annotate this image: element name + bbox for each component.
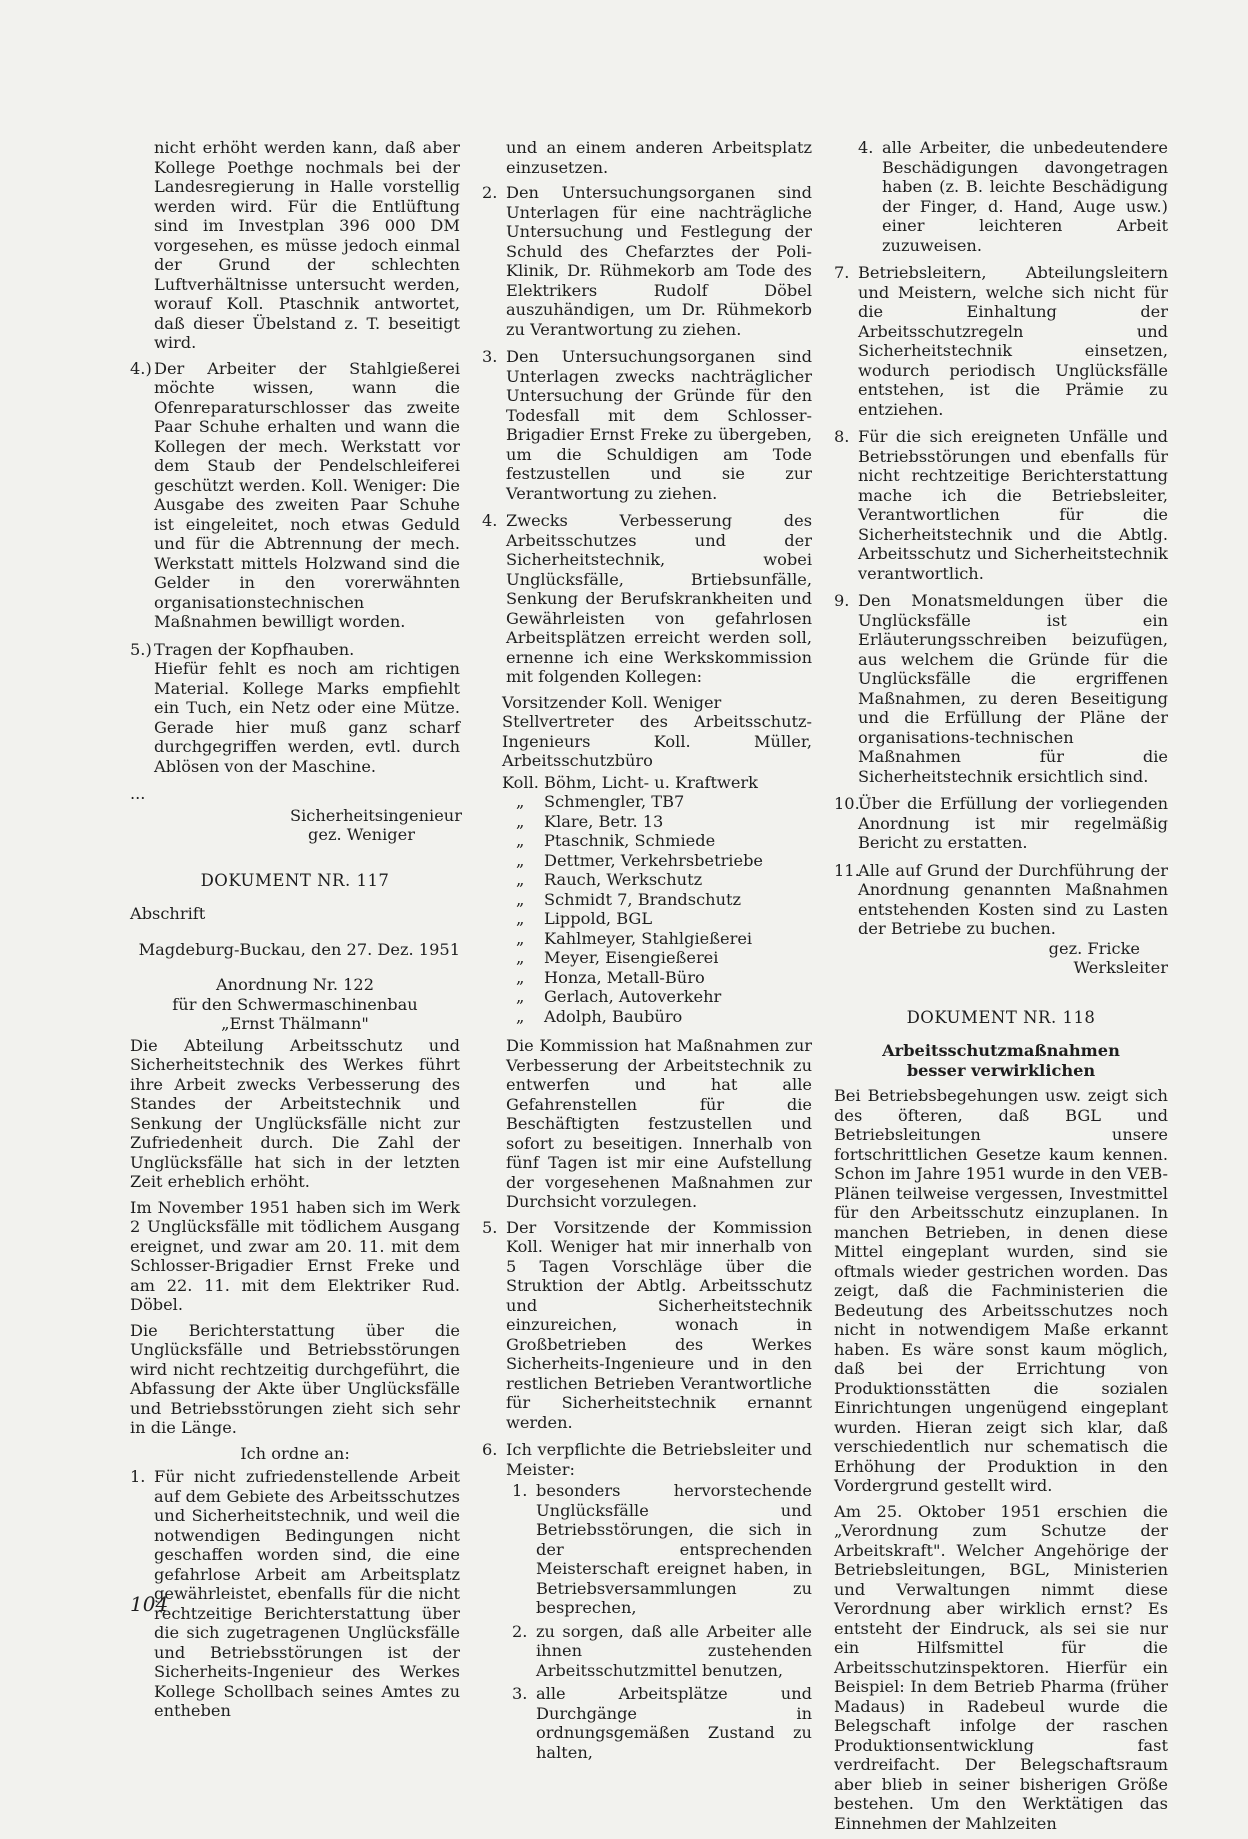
signature-name: gez. Weniger: [308, 825, 415, 844]
ditto-mark: „: [516, 1006, 525, 1026]
item-text: Alle auf Grund der Durchführung der Anordnung genannten Maßnahmen entstehenden Kosten sind zu Lasten der Betriebe zu buchen.: [858, 860, 1168, 938]
item-number: 9.: [834, 591, 850, 610]
member-name: Adolph, Baubüro: [544, 1006, 683, 1026]
item-text: Der Vorsitzende der Kommission Koll. Weniger hat mir innerhalb von 5 Tagen Vorschläge über die Struktion der Abtlg. Arbeitsschutz und Sicherheitstechnik einzureichen, wonach in Großbetrieben des Werkes Sicherheits-Ingenieure und in den restlichen Betrieben Verantwortliche für Sicherheitstechnik ernannt werden.: [506, 1217, 812, 1432]
ditto-mark: „: [516, 948, 525, 967]
sub-list: [482, 1481, 812, 1762]
paragraph: nicht erhöht werden kann, daß aber Kollege Poethge nochmals bei der Landesregierung in Halle vorstellig werden wird. Für die Entlüftung sind im Investplan 396 000 DM vorgesehen, es müsse jedoch einmal der Grund der schlechten Luftverhältnisse untersucht werden, worauf Koll. Ptaschnik antwortet, daß dieser Übelstand z. T. beseitigt wird.: [154, 138, 460, 352]
signature-name: gez. Fricke: [1048, 938, 1140, 958]
item-number: 2.: [512, 1621, 528, 1641]
list-item: [482, 183, 812, 339]
item-text: zu sorgen, daß alle Arbeiter alle ihnen zustehenden Arbeitsschutzmittel benutzen,: [536, 1621, 812, 1680]
item-text: Für nicht zufriedenstellende Arbeit auf dem Gebiete des Arbeitsschutzes und Sicherheitstechnik, und weil die notwendigen Bedingungen nicht geschaffen worden sind, die eine gefahrlose Arbeit am Arbeitsplatz gewährleistet, ebenfalls für die nicht rechtzeitige Berichterstattung über die sich zugetragenen Unglücksfälle und Betriebsstörungen ist der Sicherheits-Ingenieur des Werkes Kollege Schollbach seines Amtes zu entheben: [154, 1467, 460, 1720]
item-text: Der Arbeiter der Stahlgießerei möchte wissen, wann die Ofenreparaturschlosser das zweite Paar Schuhe erhalten und wann die Kollegen der mech. Werkstatt vor dem Staub der Pendelschleiferei geschützt werden. Koll. Weniger: Die Ausgabe des zweiten Paar Schuhe ist eingeleitet, noch etwas Geduld und für die Abtrennung der mech. Werkstatt mittels Holzwand sind die Gelder in den vorerwähnten organisationstechnischen Maßnahmen bewilligt worden.: [154, 358, 460, 631]
item-text: Den Monatsmeldungen über die Unglücksfälle ist ein Erläuterungsschreiben beizufügen, aus welchem die Gründe für die Unglücksfälle die ergriffenen Maßnahmen, zu deren Beseitigung und die Erfüllung der Pläne der organisations-technischen Maßnahmen für die Sicherheitstechnik ersichtlich sind.: [858, 591, 1168, 786]
order-subtitle: „Ernst Thälmann": [221, 1014, 369, 1033]
commission-member: [502, 851, 812, 871]
member-name: Gerlach, Autoverkehr: [544, 987, 722, 1006]
item-number: 8.: [834, 427, 850, 446]
item-title: Tragen der Kopfhauben.: [154, 639, 355, 659]
list-item: [512, 1622, 812, 1681]
column-left: [130, 138, 460, 1729]
item-text: Betriebsleitern, Abteilungsleitern und Meistern, welche sich nicht für die Einhaltung der Arbeitsschutzregeln und Sicherheitstechnik einsetzen, wodurch periodisch Unglücksfälle entstehen, ist die Prämie zu entziehen.: [858, 263, 1168, 419]
ditto-mark: „: [516, 870, 525, 889]
article-heading: Arbeitsschutzmaßnahmen: [882, 1041, 1120, 1060]
member-name: Dettmer, Verkehrsbetriebe: [544, 850, 764, 870]
column-middle: [482, 138, 812, 1770]
item-text: Zwecks Verbesserung des Arbeitsschutzes und der Sicherheitstechnik, wobei Unglücksfälle, Brtiebsunfälle, Senkung der Berufskrankheiten und Gewährleisten von gefahrlosen Arbeitsplätzen erreicht werden soll, ernenne ich eine Werkskommission mit folgenden Kollegen:: [506, 511, 812, 686]
item-text: Ich verpflichte die Betriebsleiter und Meister:: [506, 1440, 812, 1479]
ditto-mark: „: [516, 967, 525, 987]
paragraph: Am 25. Oktober 1951 erschien die „Verordnung zum Schutze der Arbeitskraft". Welcher Angehörige der Betriebsleitungen, BGL, Ministerien und Verwaltungen nimmt diese Verordnung aber wirklich ernst? Es entsteht der Eindruck, als sei sie nur ein Hilfsmittel für die Arbeitsschutzinspektoren. Hierfür ein Beispiel: In dem Betrieb Pharma (früher Madaus) in Radebeul wurde die Belegschaft infolge der raschen Produktionsentwicklung fast verdreifacht. Der Belegschaftsraum aber blieb in seiner bisherigen Größe bestehen. Um den Werktätigen das Einnehmen der Mahlzeiten: [834, 1501, 1168, 1833]
list-item: [834, 861, 1168, 939]
item-number: 5.: [482, 1217, 498, 1237]
list-item: [512, 1684, 812, 1762]
paragraph: Bei Betriebsbegehungen usw. zeigt sich des öfteren, daß BGL und Betriebsleitungen unsere fortschrittlichen Gesetze kaum kennen. Schon im Jahre 1951 wurde in den VEB-Plänen teilweise vergessen, Investmittel für den Arbeitsschutz einzuplanen. In manchen Betrieben, in denen diese Mittel eingeplant wurden, sind sie oftmals wieder gestrichen worden. Das zeigt, daß die Fachministerien die Bedeutung des Arbeitsschutzes noch nicht in notwendigem Maße erkannt haben. Es wäre sonst kaum möglich, daß bei der Errichtung von Produktionsstätten die sozialen Einrichtungen ungenügend eingeplant wurden. Hieran zeigt sich klar, daß verschiedentlich nur schematisch die Erhöhung der Produktion in den Vordergrund gestellt wird.: [834, 1086, 1168, 1495]
list-item: [130, 640, 460, 777]
list-item: [130, 1467, 460, 1721]
commission-member: [502, 948, 812, 968]
item-text: Hiefür fehlt es noch am richtigen Material. Kollege Marks empfiehlt ein Tuch, ein Netz oder eine Mütze. Gerade hier muß ganz scharf durchgegriffen werden, evtl. durch Ablösen von der Maschine.: [154, 659, 460, 776]
list-item: [834, 591, 1168, 786]
item-text: alle Arbeitsplätze und Durchgänge in ordnungsgemäßen Zustand zu halten,: [536, 1684, 812, 1762]
list-item: [834, 263, 1168, 419]
item-number: 6.: [482, 1440, 498, 1459]
commission-member: [502, 792, 812, 812]
ditto-mark: „: [516, 811, 525, 831]
ditto-mark: „: [516, 889, 525, 909]
member-name: Rauch, Werkschutz: [544, 870, 703, 889]
paragraph: Die Abteilung Arbeitsschutz und Sicherheitstechnik des Werkes führt ihre Arbeit zwecks Verbesserung des Standes der Arbeitstechnik und Senkung der Unglücksfälle nicht zur Zufriedenheit durch. Die Zahl der Unglücksfälle hat sich in der letzten Zeit erheblich erhöht.: [130, 1035, 460, 1191]
list-item: [482, 511, 812, 687]
article-subheading: besser verwirklichen: [906, 1060, 1096, 1080]
commission-member: [502, 812, 812, 832]
abschrift-label: Abschrift: [130, 904, 206, 923]
ditto-mark: „: [516, 987, 525, 1006]
member-name: Lippold, BGL: [544, 909, 653, 928]
item-number: 3.: [482, 347, 498, 366]
commission-member: Koll. Böhm, Licht- u. Kraftwerk: [502, 772, 758, 792]
paragraph: und an einem anderen Arbeitsplatz einzusetzen.: [506, 138, 812, 177]
commission-member: [502, 870, 812, 890]
item-text: Für die sich ereigneten Unfälle und Betriebsstörungen und ebenfalls für nicht rechtzeitige Berichterstattung mache ich die Betriebsleiter, Verantwortlichen für die Sicherheitstechnik und die Abtlg. Arbeitsschutz und Sicherheitstechnik verantwortlich.: [858, 427, 1168, 583]
signature-title: Werksleiter: [1073, 958, 1168, 977]
list-item: [858, 138, 1168, 255]
commission-member: [502, 890, 812, 910]
item-number: 1.: [512, 1481, 528, 1500]
item-number: 7.: [834, 263, 850, 282]
commission-list: [482, 693, 812, 1027]
commission-member: [502, 909, 812, 929]
document-heading: DOKUMENT NR. 117: [200, 870, 390, 890]
list-item: [482, 347, 812, 503]
item-number: 10.: [834, 794, 860, 813]
order-intro: Ich ordne an:: [240, 1443, 350, 1463]
item-number: 4.: [858, 138, 874, 157]
order-subtitle: für den Schwermaschinenbau: [172, 994, 418, 1014]
commission-member: [502, 929, 812, 949]
member-name: Schmengler, TB7: [544, 792, 685, 811]
member-name: Kahlmeyer, Stahlgießerei: [544, 928, 753, 948]
ellipsis: ...: [130, 784, 146, 803]
list-item: [482, 1440, 812, 1479]
commission-members: [502, 792, 812, 1026]
item-number: 5.): [130, 639, 152, 659]
item-number: 4.: [482, 511, 498, 530]
commission-deputy: Stellvertreter des Arbeitsschutz-Ingenieurs Koll. Müller, Arbeitsschutzbüro: [502, 712, 812, 770]
item-text: Über die Erfüllung der vorliegenden Anordnung ist mir regelmäßig Bericht zu erstatten.: [858, 794, 1168, 852]
member-name: Honza, Metall-Büro: [544, 967, 705, 987]
member-name: Schmidt 7, Brandschutz: [544, 889, 742, 909]
commission-member: [502, 968, 812, 988]
item-number: 4.): [130, 358, 152, 378]
member-name: Klare, Betr. 13: [544, 811, 664, 831]
item-number: 3.: [512, 1684, 528, 1703]
list-item: [130, 359, 460, 632]
signature-title: Sicherheitsingenieur: [290, 805, 462, 825]
document-heading: DOKUMENT NR. 118: [906, 1007, 1096, 1027]
list-item: [482, 1218, 812, 1433]
commission-chair: Vorsitzender Koll. Weniger: [502, 692, 722, 712]
paragraph: Die Kommission hat Maßnahmen zur Verbesserung der Arbeitstechnik zu entwerfen und hat alle Gefahrenstellen für die Beschäftigten festzustellen und sofort zu beseitigen. Innerhalb von fünf Tagen ist mir eine Aufstellung der vorgesehenen Maßnahmen zur Durchsicht vorzulegen.: [506, 1036, 812, 1211]
commission-member: [502, 1007, 812, 1027]
item-text: alle Arbeiter, die unbedeutendere Beschädigungen davongetragen haben (z. B. leichte Beschädigung der Finger, d. Hand, Auge usw.) einer leichteren Arbeit zuzuweisen.: [882, 138, 1168, 255]
paragraph: Im November 1951 haben sich im Werk 2 Unglücksfälle mit tödlichem Ausgang ereignet, und zwar am 20. 11. mit dem Schlosser-Brigadier Ernst Freke und am 22. 11. mit dem Elektriker Rud. Döbel.: [130, 1197, 460, 1314]
item-number: 2.: [482, 183, 498, 202]
item-text: Den Untersuchungsorganen sind Unterlagen für eine nachträgliche Untersuchung und Festlegung der Schuld des Chefarztes der Poli-Klinik, Dr. Rühmekorb am Tode des Elektrikers Rudolf Döbel auszuhändigen, um Dr. Rühmekorb zu Verantwortung zu ziehen.: [506, 183, 812, 339]
page-number: 104: [130, 1592, 169, 1616]
ditto-mark: „: [516, 831, 525, 850]
paragraph: Die Berichterstattung über die Unglücksfälle und Betriebsstörungen wird nicht rechtzeitig durchgeführt, die Abfassung der Akte über Unglücksfälle und Betriebsstörungen zieht sich sehr in die Länge.: [130, 1320, 460, 1437]
ditto-mark: „: [516, 928, 525, 948]
column-right: [834, 138, 1168, 1839]
ditto-mark: „: [516, 850, 525, 870]
ditto-mark: „: [516, 909, 525, 928]
place-date: Magdeburg-Buckau, den 27. Dez. 1951: [138, 939, 460, 959]
commission-member: [502, 987, 812, 1007]
order-title: Anordnung Nr. 122: [215, 975, 375, 994]
list-item: [834, 794, 1168, 853]
item-number: 11.: [834, 860, 860, 880]
list-item: [512, 1481, 812, 1618]
item-text: besonders hervorstechende Unglücksfälle und Betriebsstörungen, die sich in der entsprechenden Meisterschaft ereignet haben, in Betriebsversammlungen zu besprechen,: [536, 1481, 812, 1617]
list-item: [834, 427, 1168, 583]
item-text: Den Untersuchungsorganen sind Unterlagen zwecks nachträglicher Untersuchung der Gründe für den Todesfall mit dem Schlosser-Brigadier Ernst Freke zu übergeben, um die Schuldigen am Tode festzustellen und sie zur Verantwortung zu ziehen.: [506, 347, 812, 503]
ditto-mark: „: [516, 792, 525, 811]
item-number: 1.: [130, 1467, 146, 1486]
member-name: Meyer, Eisengießerei: [544, 948, 719, 967]
commission-member: [502, 831, 812, 851]
member-name: Ptaschnik, Schmiede: [544, 831, 716, 850]
